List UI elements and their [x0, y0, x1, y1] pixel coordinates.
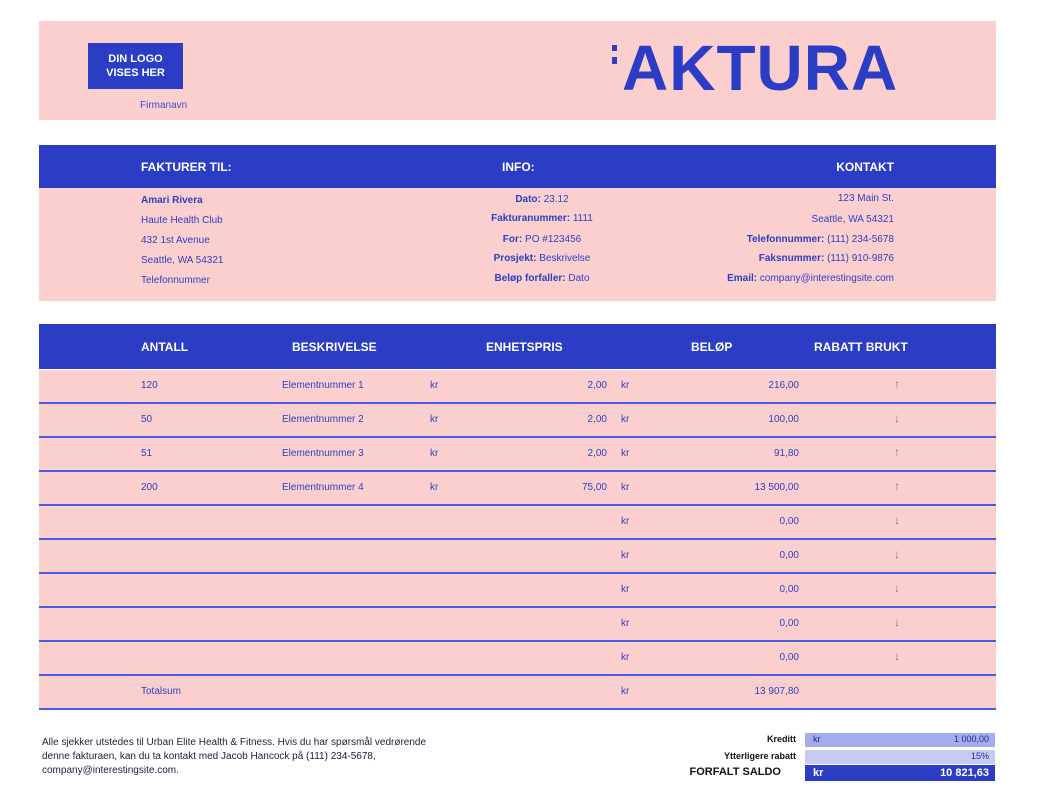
logo-placeholder: [88, 43, 183, 89]
invoice-header: [39, 21, 996, 120]
row-amount-currency: kr: [621, 380, 630, 391]
total-row: [39, 676, 996, 710]
info-due: Beløp forfaller: Dato: [494, 273, 590, 284]
client-address: 432 1st Avenue: [141, 235, 210, 246]
payment-note: Alle sjekker utstedes til Urban Elite Health & Fitness. Hvis du har spørsmål vedrørende denne fakturaen, kan du ta kontakt med Jacob Hancock på (111) 234-5678, company@interestingsite.com.: [42, 737, 427, 776]
row-unit-price: 75,00: [581, 482, 607, 493]
credit-box: [805, 733, 995, 747]
row-unit-currency: kr: [430, 414, 439, 425]
row-unit-currency: kr: [430, 380, 439, 391]
col-unit-price: ENHETSPRIS: [486, 340, 563, 354]
row-amount: 13 500,00: [754, 482, 799, 493]
arrow-up-icon: ↑: [894, 377, 900, 391]
info-body: [39, 188, 996, 301]
title-mark-top: [612, 45, 617, 51]
col-amount: BELØP: [691, 340, 733, 354]
row-amount: 100,00: [768, 414, 799, 425]
balance-due-currency: kr: [813, 767, 824, 779]
table-row: [39, 574, 996, 608]
row-amount-currency: kr: [621, 414, 630, 425]
arrow-down-icon: ↓: [894, 615, 900, 629]
row-unit-currency: kr: [430, 448, 439, 459]
info-for: For: PO #123456: [502, 234, 582, 245]
arrow-down-icon: ↓: [894, 581, 900, 595]
client-name: Amari Rivera: [141, 195, 203, 206]
table-row: [39, 370, 996, 404]
contact-heading: KONTAKT: [836, 160, 894, 174]
row-unit-price: 2,00: [587, 414, 607, 425]
contact-address1: 123 Main St.: [837, 193, 894, 204]
row-amount: 0,00: [779, 618, 799, 629]
total-label: Totalsum: [141, 686, 182, 697]
arrow-up-icon: ↑: [894, 445, 900, 459]
table-header: [39, 324, 996, 369]
balance-due-label: FORFALT SALDO: [689, 766, 781, 778]
row-amount: 0,00: [779, 516, 799, 527]
col-description: BESKRIVELSE: [292, 340, 377, 354]
arrow-down-icon: ↓: [894, 649, 900, 663]
contact-fax: Faksnummer: (111) 910-9876: [758, 253, 894, 264]
bill-to-heading: FAKTURER TIL:: [141, 160, 232, 174]
discount-box: [805, 750, 995, 764]
info-project: Prosjekt: Beskrivelse: [493, 253, 591, 264]
credit-currency: kr: [813, 734, 821, 744]
row-quantity: 200: [141, 482, 158, 493]
logo-line-1: DIN LOGO: [108, 53, 163, 65]
row-amount: 0,00: [779, 584, 799, 595]
table-row: [39, 642, 996, 676]
row-amount-currency: kr: [621, 584, 630, 595]
credit-label: Kreditt: [767, 734, 796, 744]
row-amount-currency: kr: [621, 448, 630, 459]
row-quantity: 120: [141, 380, 158, 391]
info-heading: INFO:: [502, 160, 535, 174]
discount-value: 15%: [970, 751, 989, 761]
balance-due-box: [805, 765, 995, 781]
invoice-title: AKTURA: [622, 32, 899, 104]
arrow-up-icon: ↑: [894, 479, 900, 493]
row-quantity: 50: [141, 414, 153, 425]
company-name: Firmanavn: [140, 100, 188, 111]
arrow-down-icon: ↓: [894, 411, 900, 425]
row-amount: 0,00: [779, 550, 799, 561]
credit-value: 1 000,00: [953, 734, 989, 744]
row-description: Elementnummer 1: [282, 380, 364, 391]
discount-label: Ytterligere rabatt: [723, 751, 796, 761]
row-description: Elementnummer 2: [282, 414, 364, 425]
row-amount: 0,00: [779, 652, 799, 663]
table-row: [39, 608, 996, 642]
row-amount-currency: kr: [621, 482, 630, 493]
logo-line-2: VISES HER: [106, 67, 165, 79]
info-invoice-number: Fakturanummer: 1111: [491, 213, 593, 224]
client-company: Haute Health Club: [141, 215, 223, 226]
contact-phone: Telefonnummer: (111) 234-5678: [746, 234, 894, 245]
row-quantity: 51: [141, 448, 153, 459]
row-description: Elementnummer 3: [282, 448, 364, 459]
info-header-bar: [39, 145, 996, 188]
balance-due-value: 10 821,63: [940, 767, 989, 779]
table-row: [39, 404, 996, 438]
contact-email: Email: company@interestingsite.com: [727, 273, 894, 284]
row-amount-currency: kr: [621, 652, 630, 663]
row-amount-currency: kr: [621, 516, 630, 527]
table-row: [39, 472, 996, 506]
row-amount-currency: kr: [621, 550, 630, 561]
arrow-down-icon: ↓: [894, 513, 900, 527]
row-description: Elementnummer 4: [282, 482, 364, 493]
total-currency: kr: [621, 686, 630, 697]
title-mark-bottom: [612, 57, 617, 64]
row-unit-currency: kr: [430, 482, 439, 493]
row-unit-price: 2,00: [587, 448, 607, 459]
arrow-down-icon: ↓: [894, 547, 900, 561]
table-row: [39, 506, 996, 540]
row-amount: 216,00: [768, 380, 799, 391]
total-value: 13 907,80: [754, 686, 799, 697]
table-row: [39, 438, 996, 472]
col-quantity: ANTALL: [141, 340, 189, 354]
row-amount-currency: kr: [621, 618, 630, 629]
client-phone: Telefonnummer: [141, 275, 210, 286]
row-unit-price: 2,00: [587, 380, 607, 391]
table-row: [39, 540, 996, 574]
contact-address2: Seattle, WA 54321: [811, 214, 894, 225]
client-city: Seattle, WA 54321: [141, 255, 224, 266]
col-discount: RABATT BRUKT: [814, 340, 908, 354]
info-date: Dato: 23.12: [515, 194, 569, 205]
row-amount: 91,80: [773, 448, 799, 459]
